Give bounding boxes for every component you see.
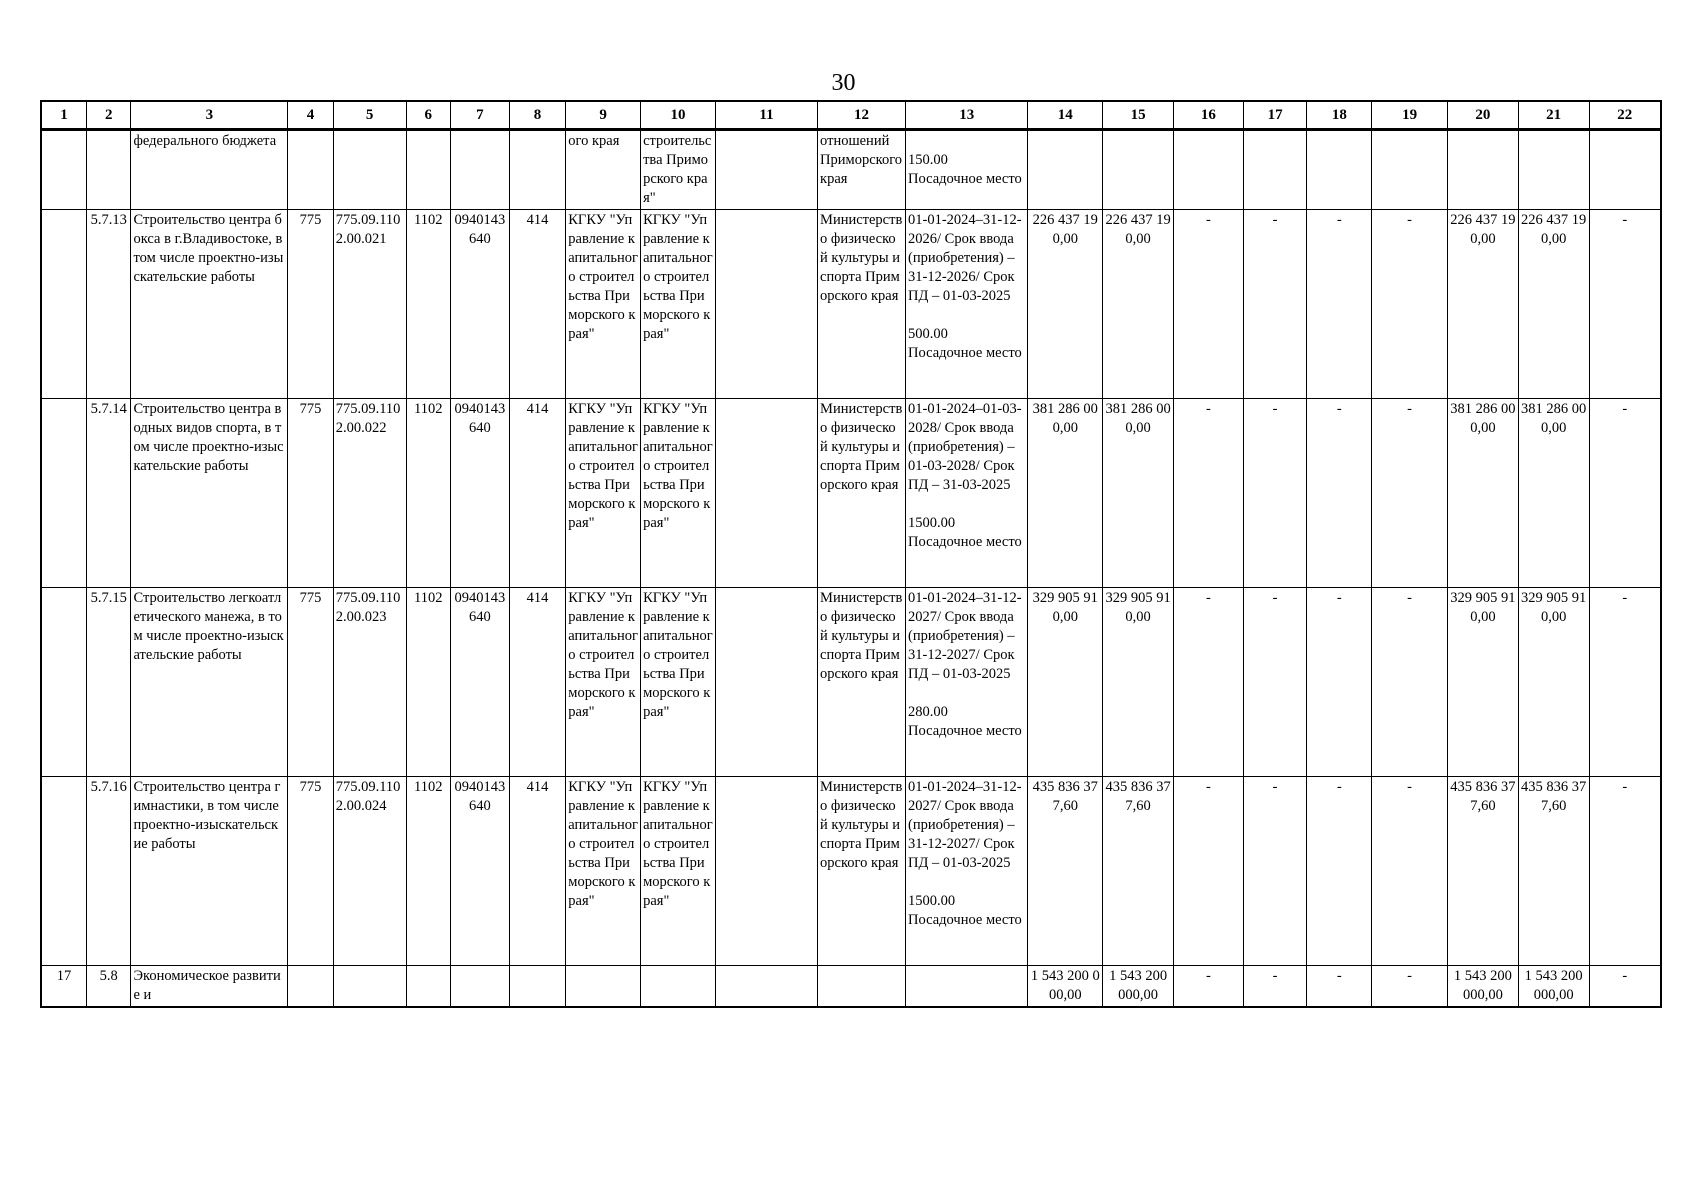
cell-code: 5.7.14 xyxy=(87,399,131,588)
column-header: 18 xyxy=(1307,101,1372,130)
cell-18 xyxy=(1307,130,1372,210)
cell-c4: 775 xyxy=(288,777,334,966)
column-header: 3 xyxy=(131,101,288,130)
cell-1 xyxy=(41,130,87,210)
cell-9 xyxy=(566,966,641,1008)
page-number: 30 xyxy=(831,70,856,96)
cell-14: 1 543 200 000,00 xyxy=(1028,966,1103,1008)
cell-10: строительства Приморского края" xyxy=(641,130,716,210)
cell-c22: - xyxy=(1589,210,1661,399)
column-header: 13 xyxy=(906,101,1028,130)
capacity-unit: Посадочное место xyxy=(908,912,1022,928)
column-header: 20 xyxy=(1448,101,1519,130)
cell-c21: 329 905 910,00 xyxy=(1518,588,1589,777)
cell-13 xyxy=(906,966,1028,1008)
cell-10 xyxy=(641,966,716,1008)
capacity-value: 280.00 xyxy=(908,704,948,720)
cell-c7: 0940143640 xyxy=(451,399,510,588)
cell-17: - xyxy=(1243,966,1307,1008)
cell-22 xyxy=(1589,130,1661,210)
cell-c5: 775.09.1102.00.021 xyxy=(333,210,406,399)
continuation-row xyxy=(41,130,1661,210)
cell-12 xyxy=(818,966,906,1008)
cell-c14: 226 437 190,00 xyxy=(1028,210,1103,399)
cell-c4: 775 xyxy=(288,399,334,588)
column-header: 21 xyxy=(1518,101,1589,130)
cell-13-terms xyxy=(906,588,1028,777)
cell-5 xyxy=(333,966,406,1008)
terms-dates: 01-01-2024–31-12-2027/ Срок ввода (приобретения) – 31-12-2027/ Срок ПД – 01-03-2025 xyxy=(908,590,1022,682)
cell-c18: - xyxy=(1307,210,1372,399)
column-header: 1 xyxy=(41,101,87,130)
terms-dates: 01-01-2024–01-03-2028/ Срок ввода (приобретения) – 01-03-2028/ Срок ПД – 31-03-2025 xyxy=(908,401,1022,493)
cell-19: - xyxy=(1372,966,1448,1008)
cell-c20: 435 836 377,60 xyxy=(1448,777,1519,966)
cell-code: 5.7.13 xyxy=(87,210,131,399)
cell-13-terms xyxy=(906,777,1028,966)
cell-c10: КГКУ "Управление капитального строительства Приморского края" xyxy=(641,210,716,399)
cell-c12: Министерство физической культуры и спорта Приморского края xyxy=(818,588,906,777)
section-row xyxy=(41,966,1661,1008)
cell-code: 5.7.16 xyxy=(87,777,131,966)
cell-9: ого края xyxy=(566,130,641,210)
cell-22: - xyxy=(1589,966,1661,1008)
cell-name: Строительство центра водных видов спорта, в том числе проектно-изыскательские работы xyxy=(131,399,288,588)
cell-4 xyxy=(288,130,334,210)
cell-name: Строительство легкоатлетического манежа, в том числе проектно-изыскательские работы xyxy=(131,588,288,777)
cell-c18: - xyxy=(1307,588,1372,777)
cell-c10: КГКУ "Управление капитального строительства Приморского края" xyxy=(641,399,716,588)
cell-21: 1 543 200 000,00 xyxy=(1518,966,1589,1008)
cell-c21: 435 836 377,60 xyxy=(1518,777,1589,966)
cell-c19: - xyxy=(1372,777,1448,966)
cell-14 xyxy=(1028,130,1103,210)
cell-5 xyxy=(333,130,406,210)
cell-c20: 329 905 910,00 xyxy=(1448,588,1519,777)
cell-c11 xyxy=(715,210,817,399)
cell-c9: КГКУ "Управление капитального строительства Приморского края" xyxy=(566,588,641,777)
cell-8 xyxy=(509,130,566,210)
cell-c14: 435 836 377,60 xyxy=(1028,777,1103,966)
column-header: 16 xyxy=(1173,101,1243,130)
column-header: 15 xyxy=(1103,101,1174,130)
cell-7 xyxy=(451,130,510,210)
cell-21 xyxy=(1518,130,1589,210)
column-header: 19 xyxy=(1372,101,1448,130)
cell-num xyxy=(41,777,87,966)
cell-19 xyxy=(1372,130,1448,210)
cell-c8: 414 xyxy=(509,588,566,777)
cell-16: - xyxy=(1173,966,1243,1008)
cell-c14: 329 905 910,00 xyxy=(1028,588,1103,777)
capacity-value: 150.00 xyxy=(908,152,948,168)
cell-c17: - xyxy=(1243,399,1307,588)
cell-20 xyxy=(1448,130,1519,210)
column-header: 4 xyxy=(288,101,334,130)
cell-c20: 226 437 190,00 xyxy=(1448,210,1519,399)
cell-c12: Министерство физической культуры и спорта Приморского края xyxy=(818,399,906,588)
column-header: 6 xyxy=(406,101,450,130)
cell-c17: - xyxy=(1243,777,1307,966)
cell-18: - xyxy=(1307,966,1372,1008)
cell-c18: - xyxy=(1307,399,1372,588)
capacity-value: 1500.00 xyxy=(908,893,956,909)
capacity-value: 500.00 xyxy=(908,326,948,342)
column-header: 22 xyxy=(1589,101,1661,130)
cell-c16: - xyxy=(1173,777,1243,966)
terms-dates: 01-01-2024–31-12-2027/ Срок ввода (приобретения) – 31-12-2027/ Срок ПД – 01-03-2025 xyxy=(908,779,1022,871)
column-header: 17 xyxy=(1243,101,1307,130)
cell-c22: - xyxy=(1589,588,1661,777)
cell-16 xyxy=(1173,130,1243,210)
cell-c6: 1102 xyxy=(406,588,450,777)
table-row xyxy=(41,588,1661,777)
cell-c15: 226 437 190,00 xyxy=(1103,210,1174,399)
table-row xyxy=(41,399,1661,588)
capacity-value: 1500.00 xyxy=(908,515,956,531)
cell-c6: 1102 xyxy=(406,777,450,966)
cell-c10: КГКУ "Управление капитального строительства Приморского края" xyxy=(641,777,716,966)
cell-17 xyxy=(1243,130,1307,210)
cell-code: 5.8 xyxy=(87,966,131,1008)
capacity-unit: Посадочное место xyxy=(908,171,1022,187)
cell-12: отношений Приморского края xyxy=(818,130,906,210)
cell-c6: 1102 xyxy=(406,210,450,399)
cell-num xyxy=(41,210,87,399)
cell-c5: 775.09.1102.00.023 xyxy=(333,588,406,777)
column-header: 14 xyxy=(1028,101,1103,130)
cell-c8: 414 xyxy=(509,399,566,588)
cell-c17: - xyxy=(1243,210,1307,399)
cell-c22: - xyxy=(1589,777,1661,966)
table-header xyxy=(41,101,1661,130)
cell-c8: 414 xyxy=(509,777,566,966)
cell-c12: Министерство физической культуры и спорта Приморского края xyxy=(818,777,906,966)
cell-c11 xyxy=(715,399,817,588)
cell-15 xyxy=(1103,130,1174,210)
cell-c9: КГКУ "Управление капитального строительства Приморского края" xyxy=(566,777,641,966)
cell-4 xyxy=(288,966,334,1008)
cell-20: 1 543 200 000,00 xyxy=(1448,966,1519,1008)
cell-c15: 329 905 910,00 xyxy=(1103,588,1174,777)
cell-c9: КГКУ "Управление капитального строительства Приморского края" xyxy=(566,210,641,399)
cell-c11 xyxy=(715,588,817,777)
cell-c9: КГКУ "Управление капитального строительства Приморского края" xyxy=(566,399,641,588)
budget-table xyxy=(40,100,1662,1008)
table-body xyxy=(41,210,1661,966)
cell-c10: КГКУ "Управление капитального строительства Приморского края" xyxy=(641,588,716,777)
cell-c21: 226 437 190,00 xyxy=(1518,210,1589,399)
cell-6 xyxy=(406,130,450,210)
cell-name: Строительство центра гимнастики, в том числе проектно-изыскательские работы xyxy=(131,777,288,966)
cell-13 xyxy=(906,130,1028,210)
cell-c7: 0940143640 xyxy=(451,588,510,777)
cell-c5: 775.09.1102.00.024 xyxy=(333,777,406,966)
cell-c12: Министерство физической культуры и спорта Приморского края xyxy=(818,210,906,399)
cell-name: федерального бюджета xyxy=(131,130,288,210)
table-row xyxy=(41,210,1661,399)
column-header: 9 xyxy=(566,101,641,130)
cell-c4: 775 xyxy=(288,588,334,777)
cell-15: 1 543 200 000,00 xyxy=(1103,966,1174,1008)
cell-c7: 0940143640 xyxy=(451,210,510,399)
cell-c19: - xyxy=(1372,210,1448,399)
capacity-unit: Посадочное место xyxy=(908,534,1022,550)
cell-c14: 381 286 000,00 xyxy=(1028,399,1103,588)
cell-c6: 1102 xyxy=(406,399,450,588)
cell-c4: 775 xyxy=(288,210,334,399)
cell-name: Экономическое развитие и xyxy=(131,966,288,1008)
cell-c20: 381 286 000,00 xyxy=(1448,399,1519,588)
cell-11 xyxy=(715,966,817,1008)
cell-11 xyxy=(715,130,817,210)
table-row xyxy=(41,777,1661,966)
column-header: 7 xyxy=(451,101,510,130)
cell-c19: - xyxy=(1372,399,1448,588)
column-header: 11 xyxy=(715,101,817,130)
cell-c22: - xyxy=(1589,399,1661,588)
cell-num: 17 xyxy=(41,966,87,1008)
capacity-unit: Посадочное место xyxy=(908,723,1022,739)
cell-2 xyxy=(87,130,131,210)
cell-num xyxy=(41,588,87,777)
cell-13-terms xyxy=(906,210,1028,399)
cell-c17: - xyxy=(1243,588,1307,777)
cell-c19: - xyxy=(1372,588,1448,777)
column-header: 12 xyxy=(818,101,906,130)
cell-name: Строительство центра бокса в г.Владивостоке, в том числе проектно-изыскательские работы xyxy=(131,210,288,399)
column-header: 2 xyxy=(87,101,131,130)
cell-c16: - xyxy=(1173,210,1243,399)
cell-7 xyxy=(451,966,510,1008)
cell-c11 xyxy=(715,777,817,966)
cell-c16: - xyxy=(1173,588,1243,777)
cell-c5: 775.09.1102.00.022 xyxy=(333,399,406,588)
cell-c18: - xyxy=(1307,777,1372,966)
cell-13-terms xyxy=(906,399,1028,588)
cell-8 xyxy=(509,966,566,1008)
column-header: 5 xyxy=(333,101,406,130)
cell-c15: 435 836 377,60 xyxy=(1103,777,1174,966)
column-number-row xyxy=(41,101,1661,130)
capacity-unit: Посадочное место xyxy=(908,345,1022,361)
cell-num xyxy=(41,399,87,588)
cell-c7: 0940143640 xyxy=(451,777,510,966)
cell-code: 5.7.15 xyxy=(87,588,131,777)
column-header: 10 xyxy=(641,101,716,130)
terms-dates: 01-01-2024–31-12-2026/ Срок ввода (приобретения) – 31-12-2026/ Срок ПД – 01-03-2025 xyxy=(908,212,1022,304)
cell-c15: 381 286 000,00 xyxy=(1103,399,1174,588)
cell-c16: - xyxy=(1173,399,1243,588)
cell-6 xyxy=(406,966,450,1008)
cell-c8: 414 xyxy=(509,210,566,399)
column-header: 8 xyxy=(509,101,566,130)
cell-c21: 381 286 000,00 xyxy=(1518,399,1589,588)
